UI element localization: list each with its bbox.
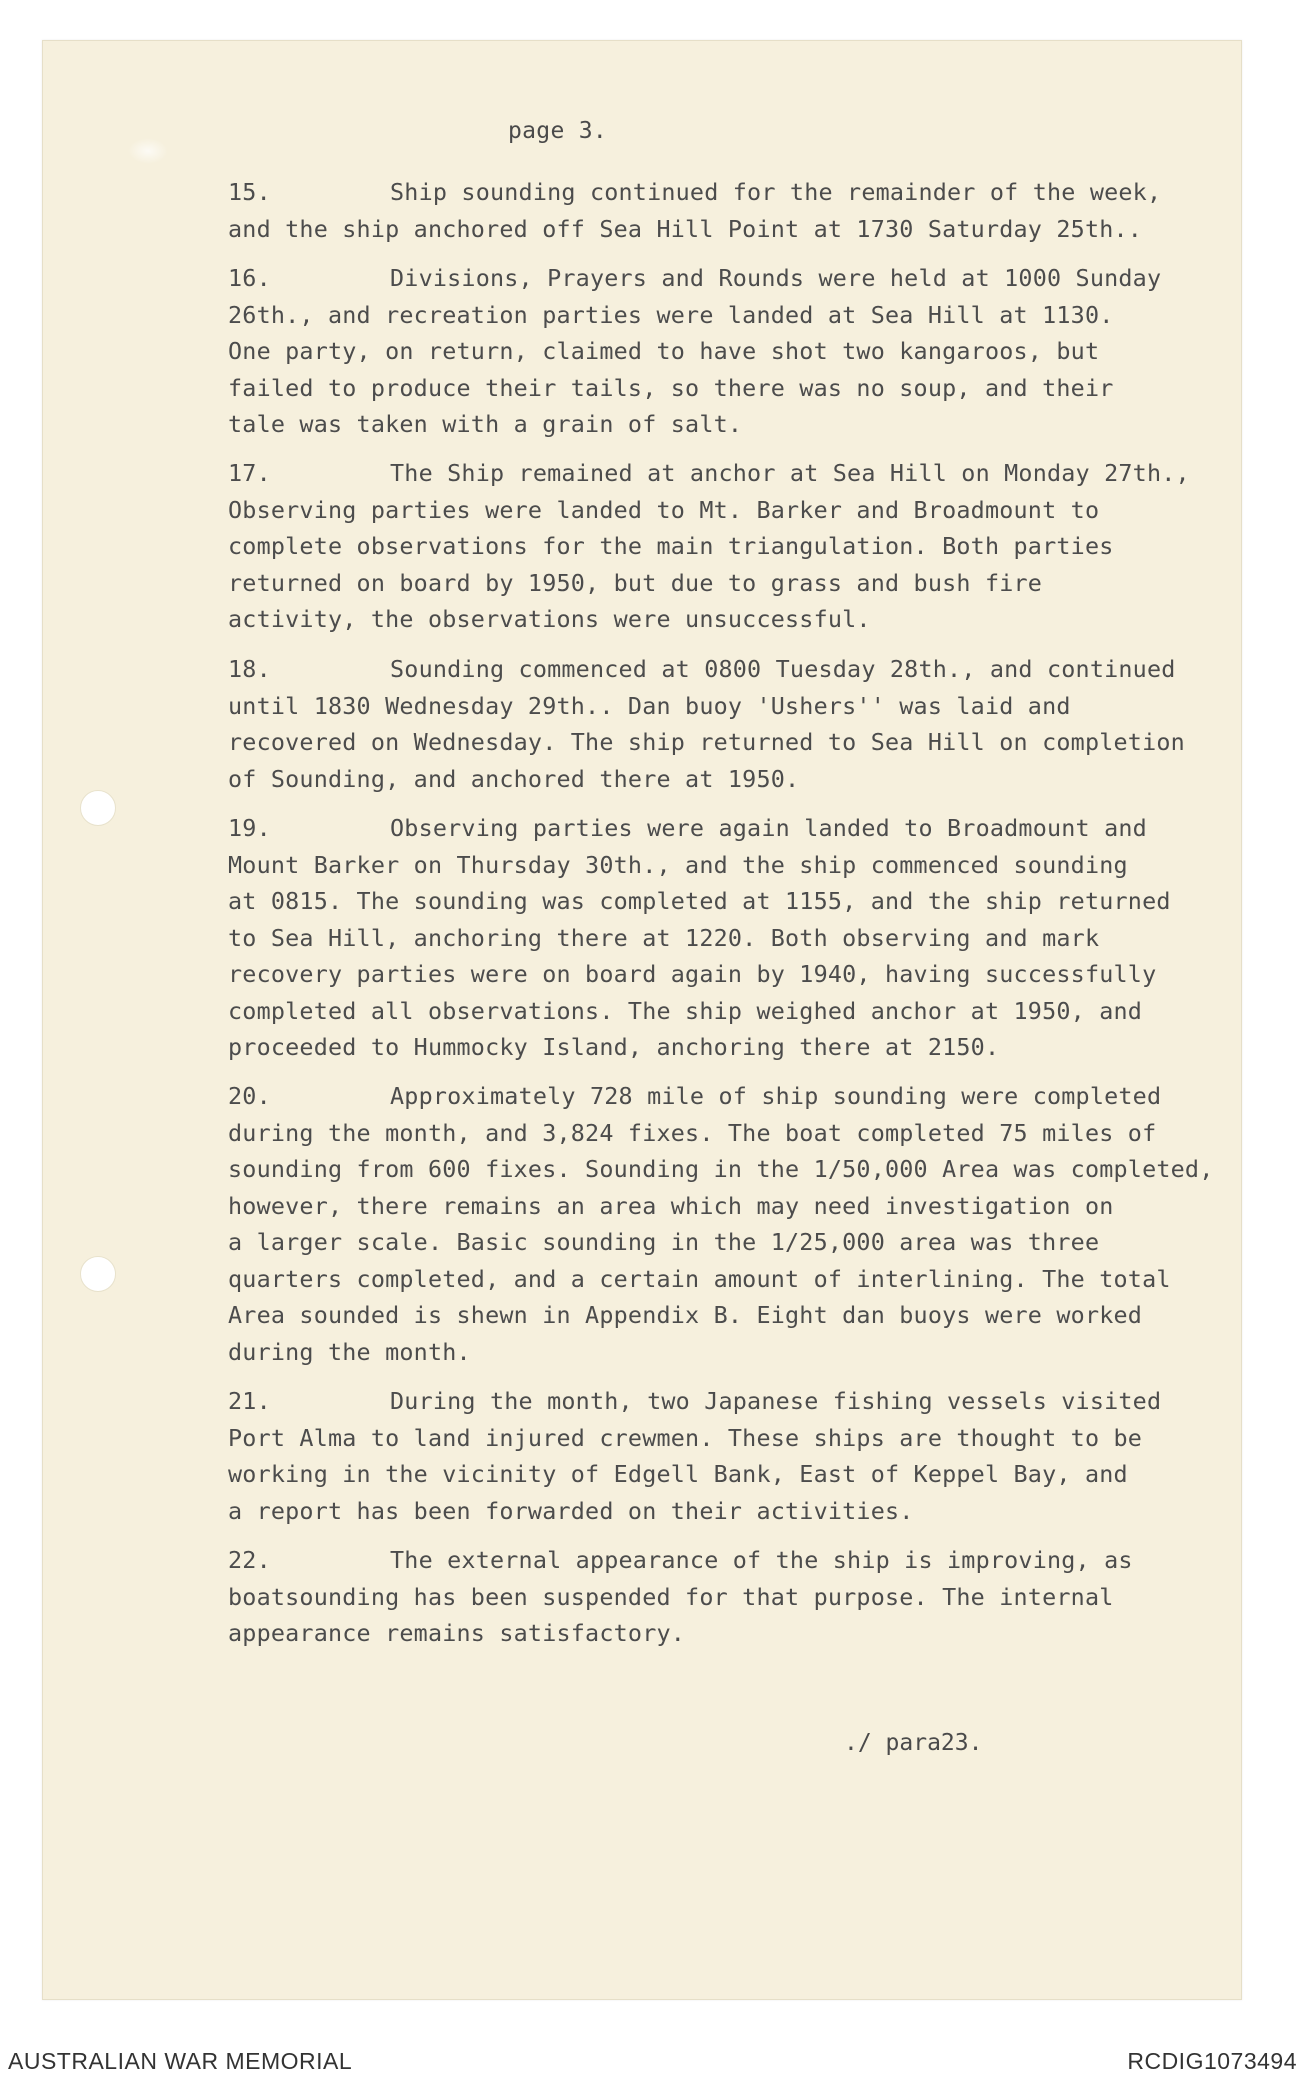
punch-hole-top	[80, 790, 116, 826]
paragraph-line: a larger scale. Basic sounding in the 1/25,000 area was three	[228, 1228, 1100, 1256]
paragraph-line: of Sounding, and anchored there at 1950.	[228, 764, 800, 793]
paragraph-number: 18.	[228, 655, 271, 683]
paragraph-16	[228, 260, 1248, 443]
paragraph-line: Sounding commenced at 0800 Tuesday 28th., and continued	[390, 655, 1176, 683]
paragraph-number: 19.	[228, 814, 271, 842]
paragraph-line: Observing parties were again landed to Broadmount and	[390, 814, 1147, 842]
paragraph-number: 22.	[228, 1546, 271, 1574]
paragraph-line: The external appearance of the ship is improving, as	[390, 1546, 1133, 1574]
paragraph-line: a report has been forwarded on their activities.	[228, 1496, 914, 1525]
page-number: page 3.	[508, 118, 608, 144]
paragraph-line: Divisions, Prayers and Rounds were held at 1000 Sunday	[390, 264, 1162, 292]
paragraph-line: however, there remains an area which may need investigation on	[228, 1191, 1114, 1220]
paragraph-20	[228, 1078, 1248, 1370]
paragraph-line: returned on board by 1950, but due to grass and bush fire	[228, 568, 1043, 597]
footer-record-id: RCDIG1073494	[1127, 2048, 1297, 2074]
paragraph-line: tale was taken with a grain of salt.	[228, 410, 743, 438]
continuation-marker: ./ para23.	[844, 1730, 983, 1756]
paragraph-number: 16.	[228, 264, 271, 292]
paragraph-number: 21.	[228, 1387, 271, 1415]
paragraph-line: The Ship remained at anchor at Sea Hill on Monday 27th.,	[390, 459, 1190, 487]
paragraph-line: Mount Barker on Thursday 30th., and the ship commenced sounding	[228, 850, 1128, 879]
paragraph-line: complete observations for the main triangulation. Both parties	[228, 532, 1114, 560]
punch-hole-bottom	[80, 1256, 116, 1292]
paragraph-line: sounding from 600 fixes. Sounding in the 1/50,000 Area was completed,	[228, 1155, 1214, 1183]
paragraph-line: Port Alma to land injured crewmen. These ships are thought to be	[228, 1423, 1143, 1452]
paragraph-number: 15.	[228, 178, 271, 206]
paragraph-18	[228, 651, 1248, 797]
paragraph-line: to Sea Hill, anchoring there at 1220. Both observing and mark	[228, 923, 1100, 952]
paragraph-line: proceeded to Hummocky Island, anchoring there at 2150.	[228, 1033, 1000, 1061]
paragraph-line: completed all observations. The ship weighed anchor at 1950, and	[228, 996, 1143, 1025]
paragraph-line: during the month, and 3,824 fixes. The boat completed 75 miles of	[228, 1118, 1157, 1147]
paragraph-line: during the month.	[228, 1337, 471, 1366]
paragraph-line: Area sounded is shewn in Appendix B. Eight dan buoys were worked	[228, 1301, 1143, 1329]
paragraph-line: and the ship anchored off Sea Hill Point at 1730 Saturday 25th..	[228, 214, 1143, 243]
paragraph-line: quarters completed, and a certain amount of interlining. The total	[228, 1264, 1171, 1293]
paragraph-line: failed to produce their tails, so there was no soup, and their	[228, 373, 1114, 402]
paragraph-line: recovered on Wednesday. The ship returned to Sea Hill on completion	[228, 728, 1185, 756]
paragraph-line: 26th., and recreation parties were landed at Sea Hill at 1130.	[228, 300, 1114, 329]
paragraph-line: boatsounding has been suspended for that purpose. The internal	[228, 1582, 1114, 1611]
paragraph-line: working in the vicinity of Edgell Bank, East of Keppel Bay, and	[228, 1460, 1128, 1488]
paragraph-15	[228, 174, 1248, 247]
paragraph-line: Observing parties were landed to Mt. Barker and Broadmount to	[228, 495, 1100, 524]
paragraph-line: During the month, two Japanese fishing vessels visited	[390, 1387, 1162, 1415]
paragraph-line: activity, the observations were unsuccessful.	[228, 605, 871, 633]
paragraph-line: until 1830 Wednesday 29th.. Dan buoy 'Ushers'' was laid and	[228, 691, 1071, 720]
paragraph-line: One party, on return, claimed to have shot two kangaroos, but	[228, 337, 1100, 365]
paragraph-line: at 0815. The sounding was completed at 1155, and the ship returned	[228, 887, 1171, 915]
paragraph-21	[228, 1383, 1248, 1529]
footer-archive-name: AUSTRALIAN WAR MEMORIAL	[8, 2048, 353, 2074]
paragraph-19	[228, 810, 1248, 1066]
paragraph-line: Ship sounding continued for the remainder of the week,	[390, 178, 1162, 206]
paragraph-number: 17.	[228, 459, 271, 487]
paragraph-22	[228, 1542, 1248, 1652]
paragraph-17	[228, 455, 1248, 638]
paragraph-line: Approximately 728 mile of ship sounding were completed	[390, 1082, 1162, 1110]
paragraph-number: 20.	[228, 1082, 271, 1110]
paragraph-line: recovery parties were on board again by 1940, having successfully	[228, 960, 1157, 988]
paragraph-line: appearance remains satisfactory.	[228, 1619, 686, 1647]
paper-scuff-mark	[128, 138, 168, 164]
